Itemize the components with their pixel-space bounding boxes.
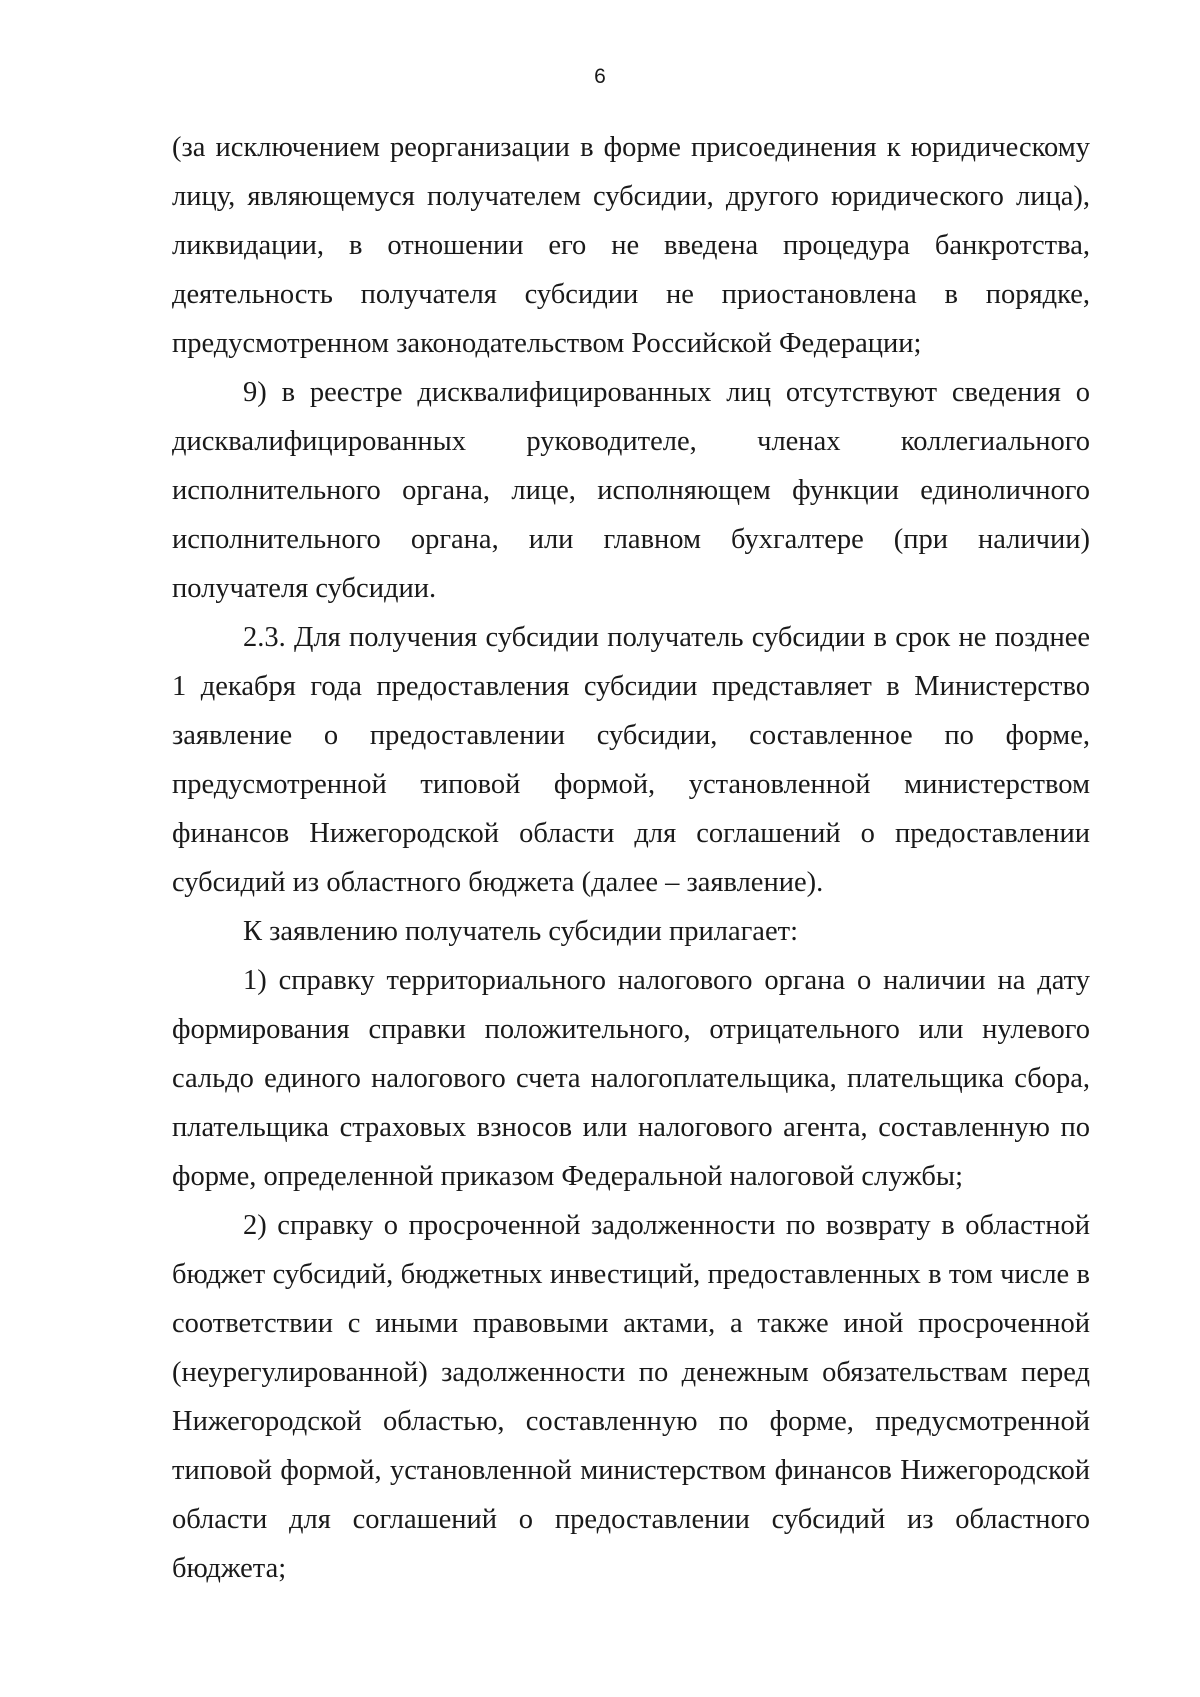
paragraph-attachment-1: 1) справку территориального налогового органа о наличии на дату формирования справки положительного, отрицательного или нулевого сальдо единого налогового счета налогоплательщика, плательщика сбора, плательщика страховых взносов или налогового агента, составленную по форме, определенной приказом Федеральной налоговой службы; (172, 965, 1090, 1192)
paragraph-section-2-3: 2.3. Для получения субсидии получатель субсидии в срок не позднее 1 декабря года предоставления субсидии представляет в Министерство заявление о предоставлении субсидии, составленное по форме, предусмотренной типовой формой, установленной министерством финансов Нижегородской области для соглашений о предоставлении субсидий из областного бюджета (далее – заявление). (172, 622, 1090, 898)
document-body (172, 123, 1090, 1593)
paragraph-attachments-intro: К заявлению получатель субсидии прилагает: (243, 916, 798, 947)
paragraph-attachment-2: 2) справку о просроченной задолженности по возврату в областной бюджет субсидий, бюджетных инвестиций, предоставленных в том числе в соответствии с иными правовыми актами, а также иной просроченной (неурегулированной) задолженности по денежным обязательствам перед Нижегородской областью, составленную по форме, предусмотренной типовой формой, установленной министерством финансов Нижегородской области для соглашений о предоставлении субсидий из областного бюджета; (172, 1210, 1090, 1584)
paragraph-continuation: (за исключением реорганизации в форме присоединения к юридическому лицу, являющемуся получателем субсидии, другого юридического лица), ликвидации, в отношении его не введена процедура банкротства, деятельность получателя субсидии не приостановлена в порядке, предусмотренном законодательством Российской Федерации; (172, 132, 1090, 359)
page-number: 6 (594, 65, 606, 88)
paragraph-item-9: 9) в реестре дисквалифицированных лиц отсутствуют сведения о дисквалифицированных руководителе, членах коллегиального исполнительного органа, лице, исполняющем функции единоличного исполнительного органа, или главном бухгалтере (при наличии) получателя субсидии. (172, 377, 1090, 604)
